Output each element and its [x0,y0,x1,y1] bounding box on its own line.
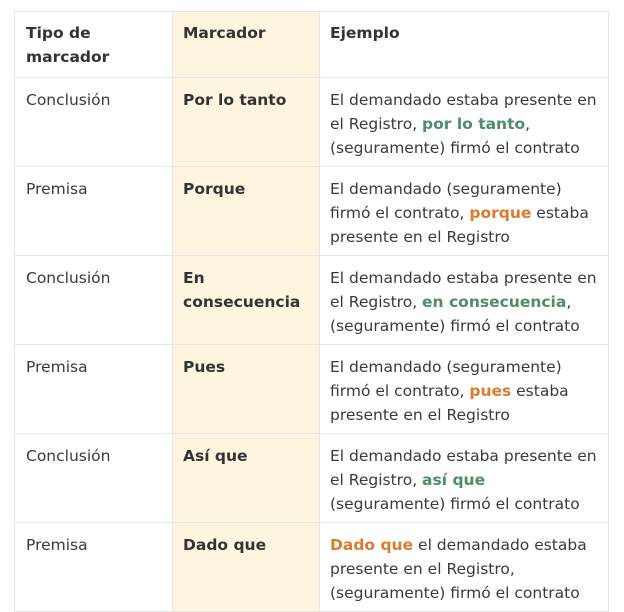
example-text-before: El demandado estaba presente en el Registro, [330,91,597,133]
header-example: Ejemplo [320,12,609,78]
example-text-before: El demandado estaba presente en el Registro, [330,269,597,311]
table-row [15,345,609,434]
table-row [15,78,609,167]
header-type: Tipo de marcador [15,12,173,78]
cell-type: Premisa [15,523,173,612]
cell-example [320,78,609,167]
example-text-before: El demandado (seguramente) firmó el contrato, [330,358,562,400]
cell-marker: Así que [173,434,320,523]
marker-table [14,11,609,612]
table-row [15,523,609,612]
cell-marker: En consecuencia [173,256,320,345]
table-body [15,78,609,612]
cell-type: Premisa [15,167,173,256]
example-text-before: El demandado (seguramente) firmó el contrato, [330,180,562,222]
example-text-after: el demandado estaba presente en el Registro, (seguramente) firmó el contrato [330,536,587,602]
cell-example [320,256,609,345]
cell-type: Conclusión [15,256,173,345]
example-text-before: El demandado estaba presente en el Registro, [330,447,597,489]
cell-example [320,167,609,256]
cell-marker: Dado que [173,523,320,612]
header-marker: Marcador [173,12,320,78]
example-text-after: , (seguramente) firmó el contrato [330,115,580,157]
example-keyword: en consecuencia [422,293,567,311]
marker-table-container [14,11,608,612]
example-text-after: , (seguramente) firmó el contrato [330,293,580,335]
example-keyword: Dado que [330,536,414,554]
cell-marker: Por lo tanto [173,78,320,167]
example-text-after: estaba presente en el Registro [330,204,589,246]
cell-marker: Pues [173,345,320,434]
example-keyword: por lo tanto [422,115,526,133]
example-keyword: así que [422,471,486,489]
example-keyword: pues [469,382,512,400]
header-row [15,12,609,78]
example-text-after: estaba presente en el Registro [330,382,569,424]
table-header [15,12,609,78]
cell-marker: Porque [173,167,320,256]
cell-example [320,523,609,612]
example-keyword: porque [469,204,532,222]
cell-type: Conclusión [15,78,173,167]
table-row [15,434,609,523]
table-row [15,167,609,256]
cell-type: Premisa [15,345,173,434]
cell-example [320,345,609,434]
cell-example [320,434,609,523]
example-text-after: (seguramente) firmó el contrato [330,495,580,513]
table-row [15,256,609,345]
cell-type: Conclusión [15,434,173,523]
